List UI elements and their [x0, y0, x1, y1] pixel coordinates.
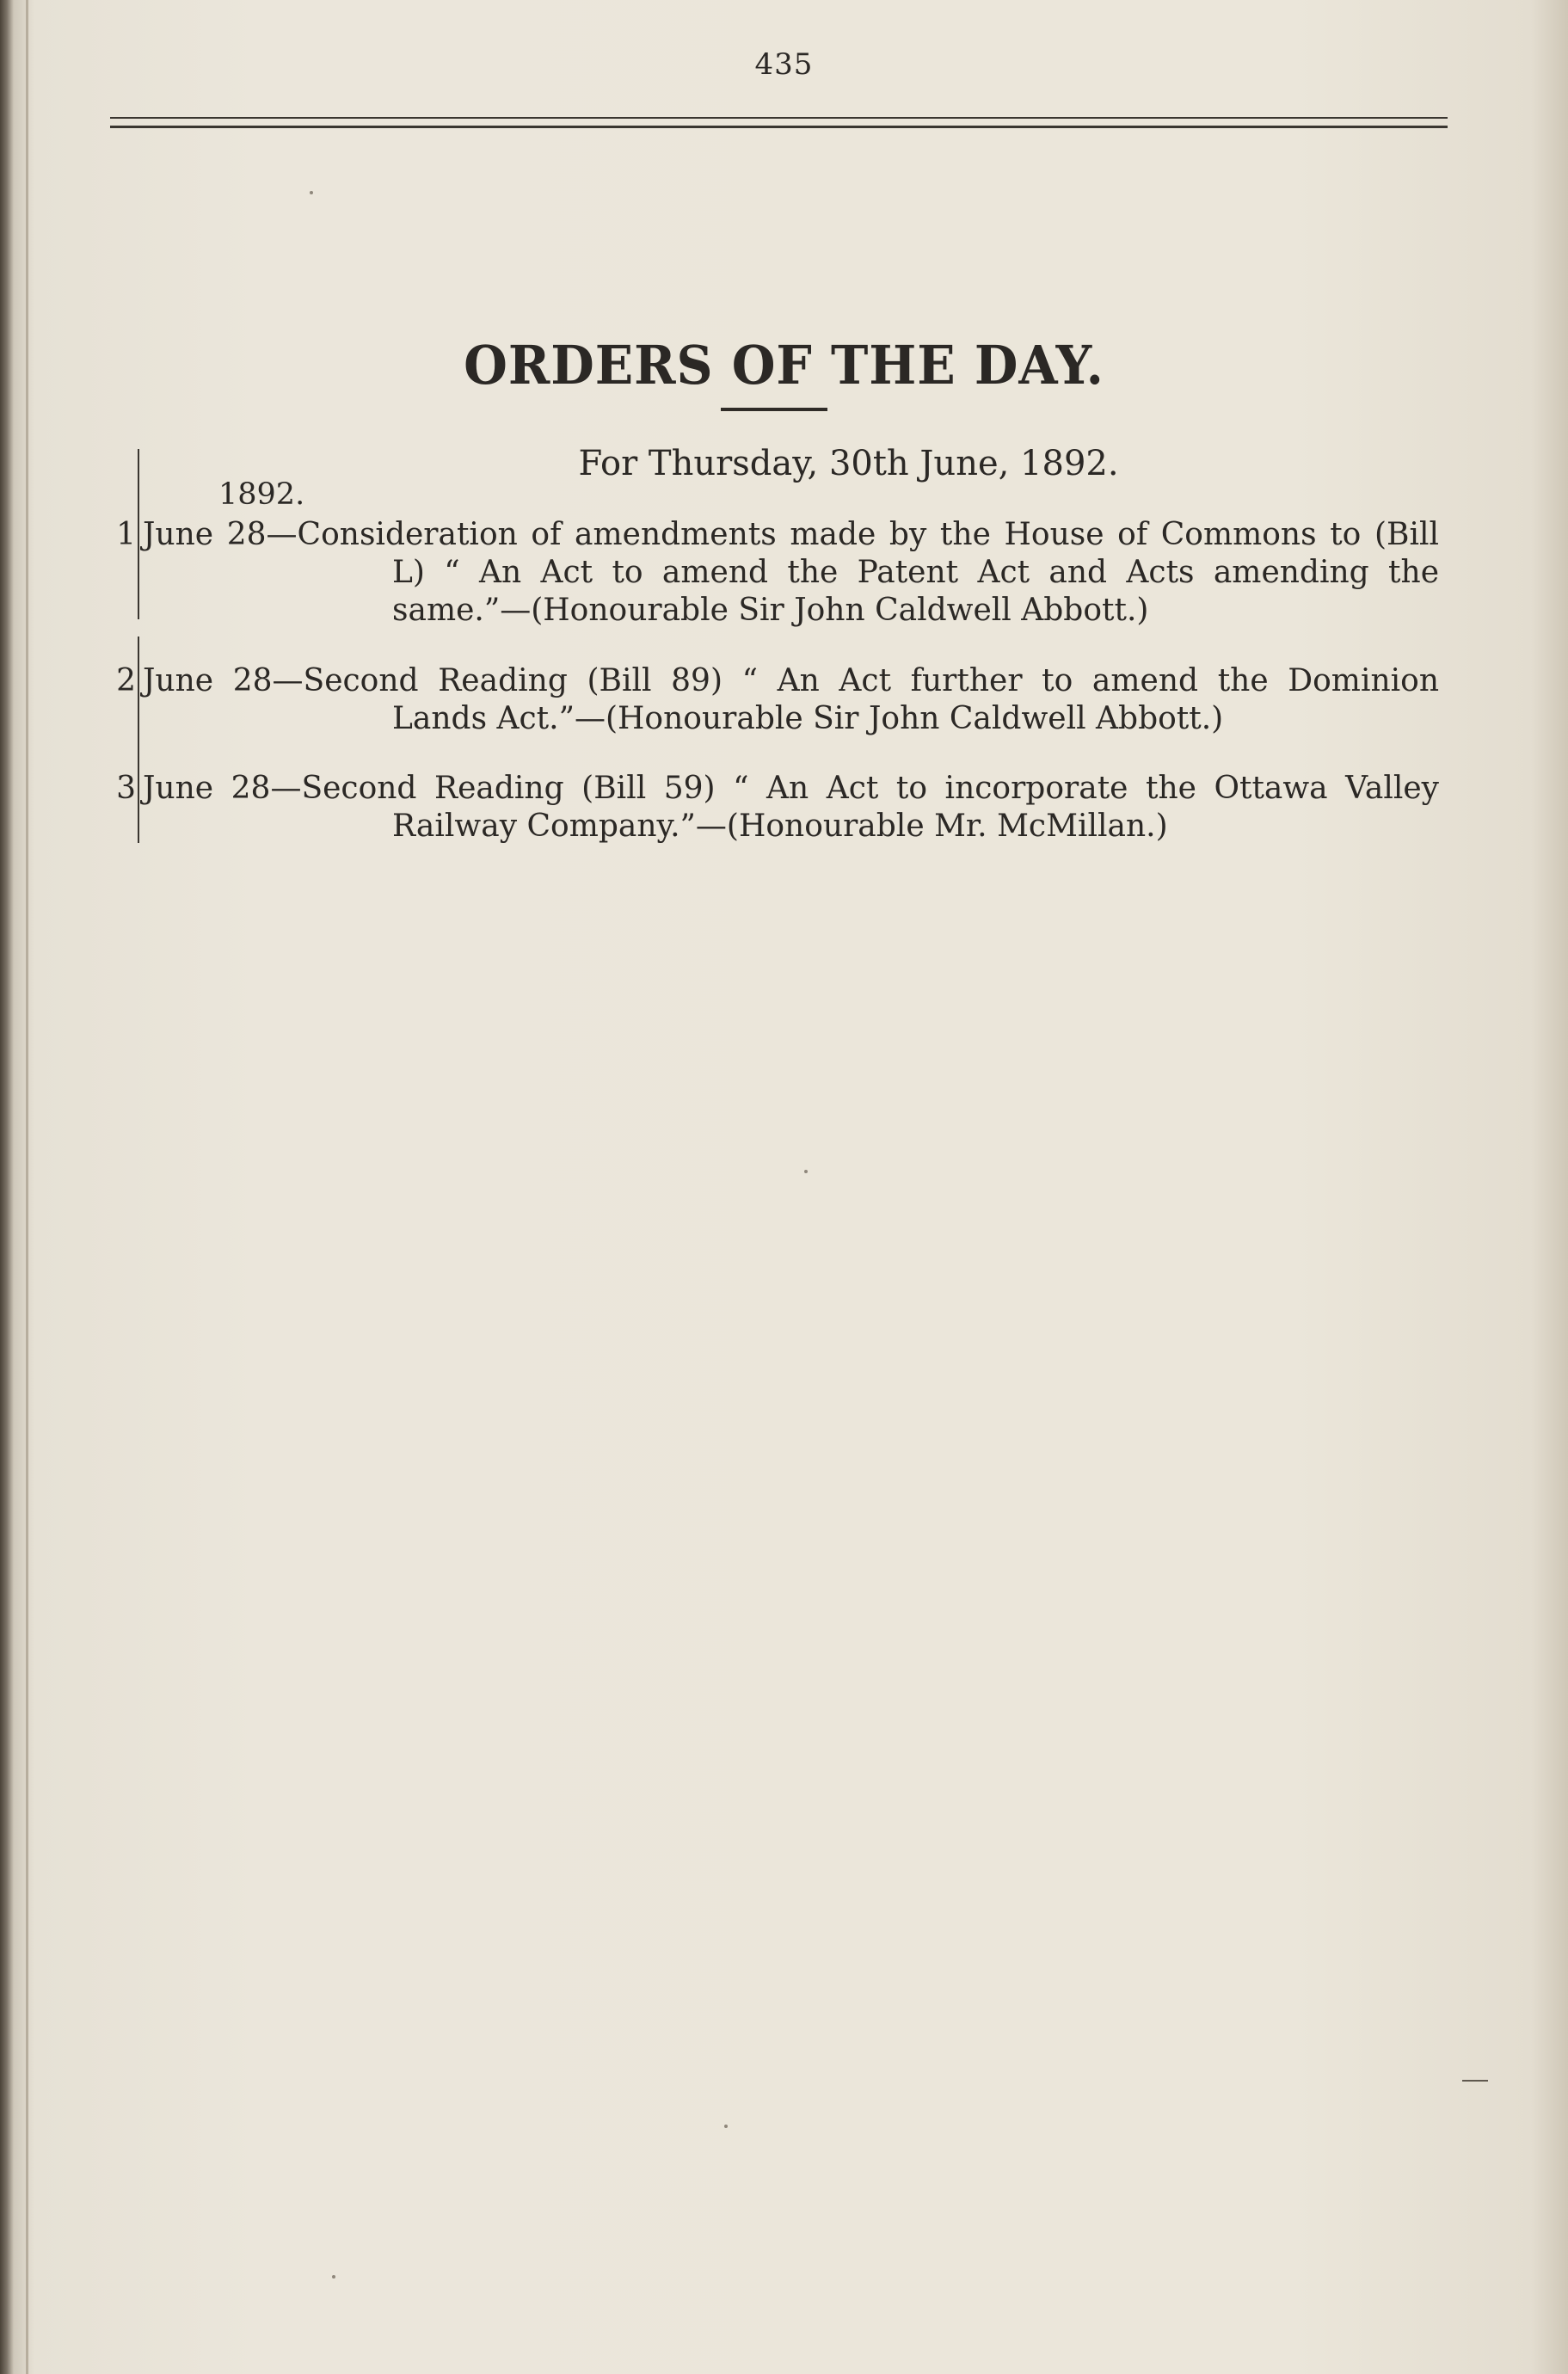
- order-number: 3: [116, 771, 136, 806]
- paper-speck: [332, 2275, 335, 2279]
- order-line-text: Lands Act.”—(Honourable Sir John Caldwell Abbott.): [392, 701, 1224, 736]
- title-underline: [721, 408, 827, 411]
- binding-edge: [26, 0, 28, 2374]
- order-line-text: —Consideration of amendments made by the House of Commons to (Bill: [266, 517, 1440, 552]
- paper-speck: [804, 1170, 808, 1173]
- paper-speck: [310, 191, 313, 194]
- year-label: 1892.: [218, 477, 305, 512]
- order-text: [143, 516, 1439, 630]
- order-line-text: —Second Reading (Bill 89) “ An Act further to amend the Dominion: [272, 663, 1440, 698]
- order-number: 1: [116, 517, 136, 552]
- order-text: [143, 770, 1439, 846]
- order-date: June 28: [143, 517, 267, 552]
- margin-mark: [1462, 2080, 1488, 2082]
- margin-rule: [138, 449, 139, 619]
- order-date: June 28: [143, 771, 271, 806]
- order-line-text: —Second Reading (Bill 59) “ An Act to incorporate the Ottawa Valley: [270, 771, 1439, 806]
- order-line-text: Railway Company.”—(Honourable Mr. McMillan.): [392, 809, 1168, 844]
- page-title: ORDERS OF THE DAY.: [464, 334, 1104, 397]
- order-line: [143, 662, 1439, 700]
- margin-rule: [138, 637, 139, 843]
- order-line: [143, 516, 1439, 554]
- order-text: [143, 662, 1439, 738]
- header-rule-thin: [110, 117, 1448, 119]
- order-line: [143, 770, 1439, 808]
- order-line-text: same.”—(Honourable Sir John Caldwell Abbott.): [392, 593, 1149, 628]
- paper-speck: [724, 2125, 728, 2128]
- order-line-text: L) “ An Act to amend the Patent Act and Acts amending the: [392, 555, 1439, 590]
- date-heading: For Thursday, 30th June, 1892.: [578, 444, 1119, 483]
- page-number: 435: [754, 47, 814, 82]
- order-number: 2: [116, 663, 136, 698]
- order-date: June 28: [143, 663, 273, 698]
- header-rule-thick: [110, 126, 1448, 128]
